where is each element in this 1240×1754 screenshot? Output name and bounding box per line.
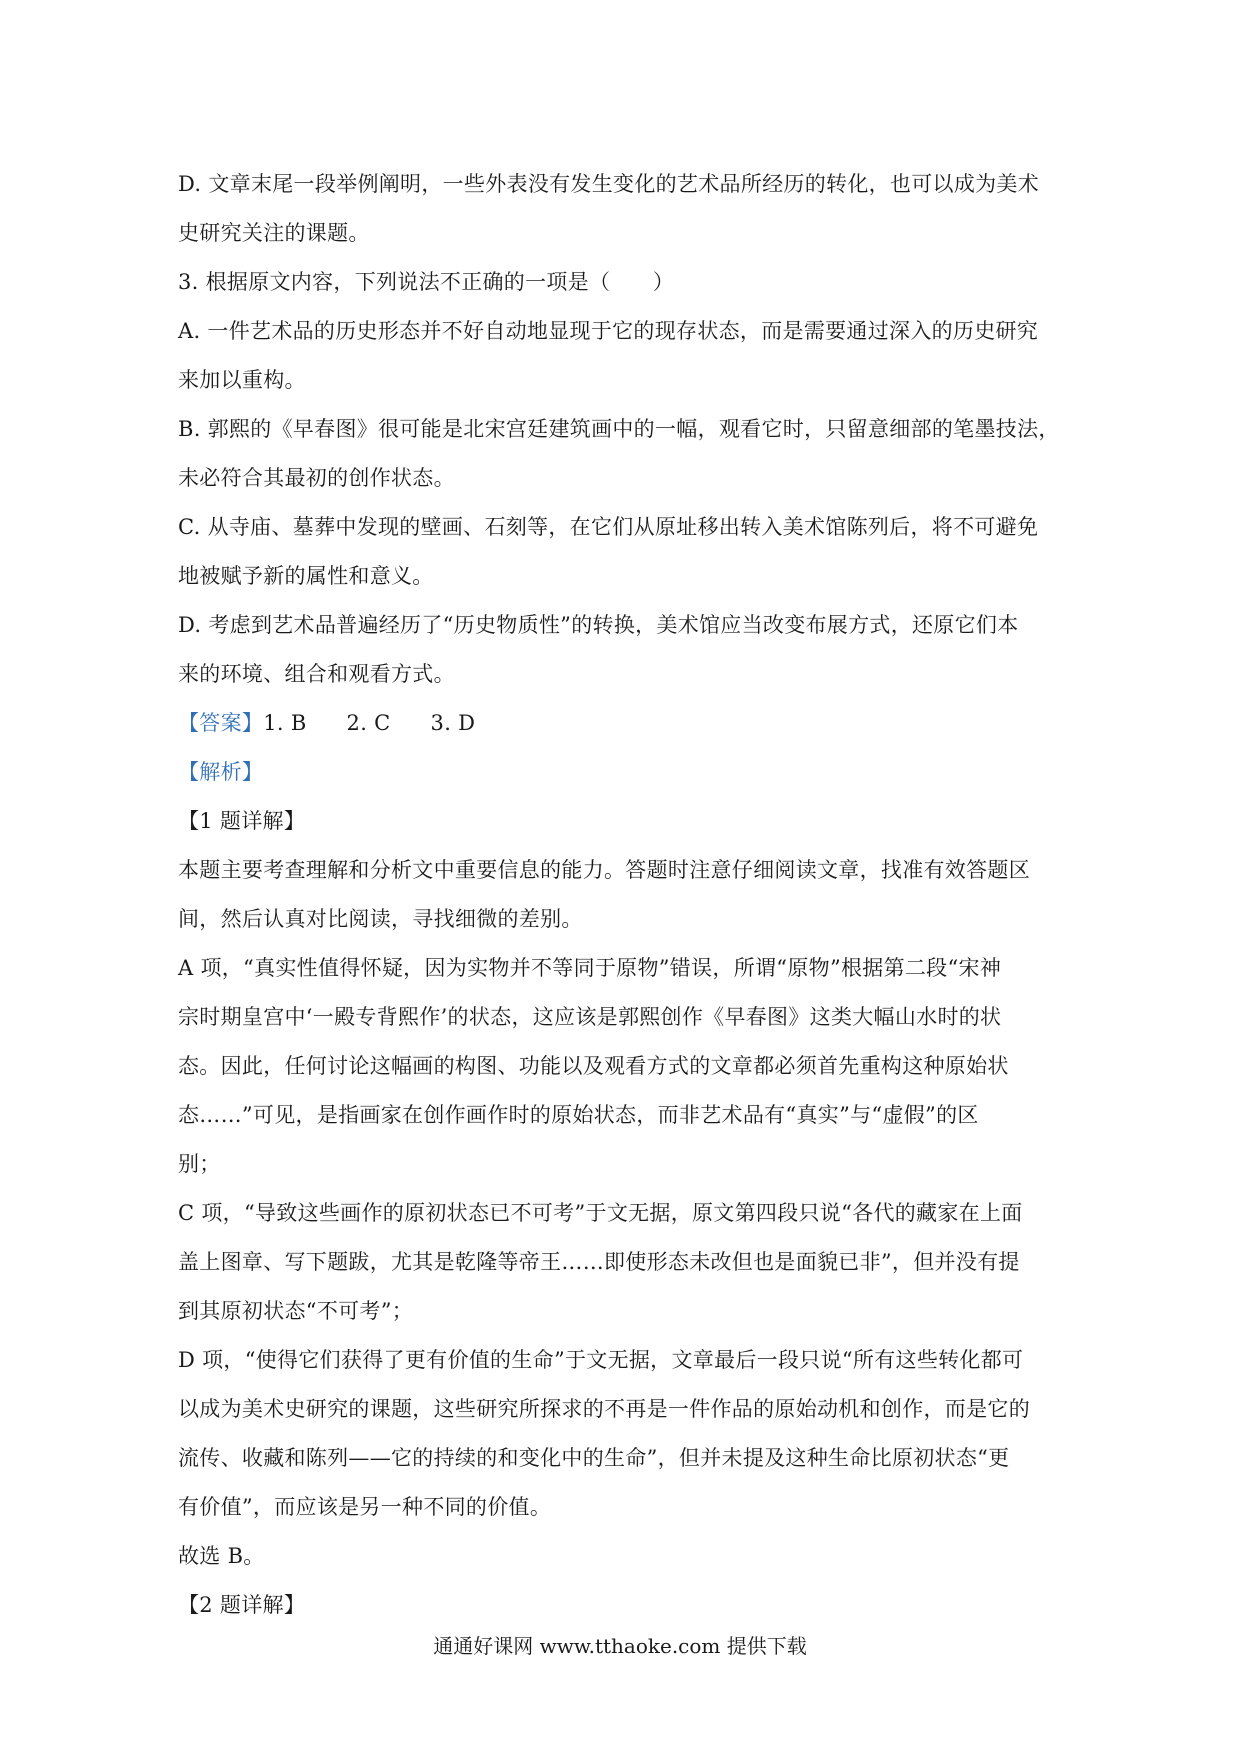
text-line: 未必符合其最初的创作状态。 bbox=[178, 466, 455, 490]
answer-1: 1. B bbox=[263, 711, 307, 735]
text-line: 态……”可见，是指画家在创作画作时的原始状态，而非艺术品有“真实”与“虚假”的区 bbox=[178, 1103, 979, 1127]
q1-intro bbox=[178, 846, 1068, 944]
analysis-line bbox=[178, 748, 1068, 797]
text-line: D 项，“使得它们获得了更有价值的生命”于文无据，文章最后一段只说“所有这些转化都可 bbox=[178, 1348, 1024, 1372]
q1-item-c bbox=[178, 1189, 1068, 1336]
q3-option-a bbox=[178, 307, 1068, 405]
text-line: 间，然后认真对比阅读，寻找细微的差别。 bbox=[178, 907, 583, 931]
text-line: 以成为美术史研究的课题，这些研究所探求的不再是一件作品的原始动机和创作，而是它的 bbox=[178, 1397, 1030, 1421]
text-line: A 项，“真实性值得怀疑，因为实物并不等同于原物”错误，所谓“原物”根据第二段“宋神 bbox=[178, 956, 1002, 980]
q3-option-c bbox=[178, 503, 1068, 601]
q1-item-a bbox=[178, 944, 1068, 1189]
text-line: 流传、收藏和陈列——它的持续的和变化中的生命”，但并未提及这种生命比原初状态“更 bbox=[178, 1446, 1010, 1470]
q3-option-b bbox=[178, 405, 1068, 503]
text-line: A. 一件艺术品的历史形态并不好自动地显现于它的现存状态，而是需要通过深入的历史研究 bbox=[178, 319, 1039, 343]
text-line: D. 考虑到艺术品普遍经历了“历史物质性”的转换，美术馆应当改变布展方式，还原它们本 bbox=[178, 613, 1019, 637]
text-line: 态。因此，任何讨论这幅画的构图、功能以及观看方式的文章都必须首先重构这种原始状 bbox=[178, 1054, 1009, 1078]
text-line: 史研究关注的课题。 bbox=[178, 221, 370, 245]
text-line: D. 文章末尾一段举例阐明，一些外表没有发生变化的艺术品所经历的转化，也可以成为美术 bbox=[178, 172, 1040, 196]
q2-heading: 【2 题详解】 bbox=[178, 1593, 306, 1617]
text-line: 本题主要考查理解和分析文中重要信息的能力。答题时注意仔细阅读文章，找准有效答题区 bbox=[178, 858, 1030, 882]
answer-line bbox=[178, 699, 1068, 748]
answer-label: 【答案】 bbox=[178, 711, 264, 735]
document-page bbox=[178, 160, 1068, 1630]
text-line: 有价值”，而应该是另一种不同的价值。 bbox=[178, 1495, 552, 1519]
q1-heading: 【1 题详解】 bbox=[178, 809, 306, 833]
text-line: C 项，“导致这些画作的原初状态已不可考”于文无据，原文第四段只说“各代的藏家在上面 bbox=[178, 1201, 1023, 1225]
text-line: 地被赋予新的属性和意义。 bbox=[178, 564, 434, 588]
analysis-label: 【解析】 bbox=[178, 760, 264, 784]
page-footer: 通通好课网 www.tthaoke.com 提供下载 bbox=[433, 1634, 807, 1658]
text-line: 来加以重构。 bbox=[178, 368, 306, 392]
q1-item-d bbox=[178, 1336, 1068, 1532]
text-line: 到其原初状态“不可考”； bbox=[178, 1299, 414, 1323]
q3-stem: 3. 根据原文内容，下列说法不正确的一项是（ ） bbox=[178, 270, 675, 294]
answer-3: 3. D bbox=[430, 711, 476, 735]
text-line: B. 郭熙的《早春图》很可能是北宋宫廷建筑画中的一幅，观看它时，只留意细部的笔墨技法， bbox=[178, 417, 1060, 441]
q1-conclusion: 故选 B。 bbox=[178, 1544, 265, 1568]
text-line: 别； bbox=[178, 1152, 221, 1176]
q2-option-d bbox=[178, 160, 1068, 258]
text-line: 盖上图章、写下题跋，尤其是乾隆等帝王……即使形态未改但也是面貌已非”，但并没有提 bbox=[178, 1250, 1020, 1274]
text-line: 来的环境、组合和观看方式。 bbox=[178, 662, 455, 686]
q3-option-d bbox=[178, 601, 1068, 699]
text-line: C. 从寺庙、墓葬中发现的壁画、石刻等，在它们从原址移出转入美术馆陈列后，将不可避免 bbox=[178, 515, 1039, 539]
text-line: 宗时期皇宫中‘一殿专背熙作’的状态，这应该是郭熙创作《早春图》这类大幅山水时的状 bbox=[178, 1005, 1002, 1029]
answer-2: 2. C bbox=[346, 711, 391, 735]
